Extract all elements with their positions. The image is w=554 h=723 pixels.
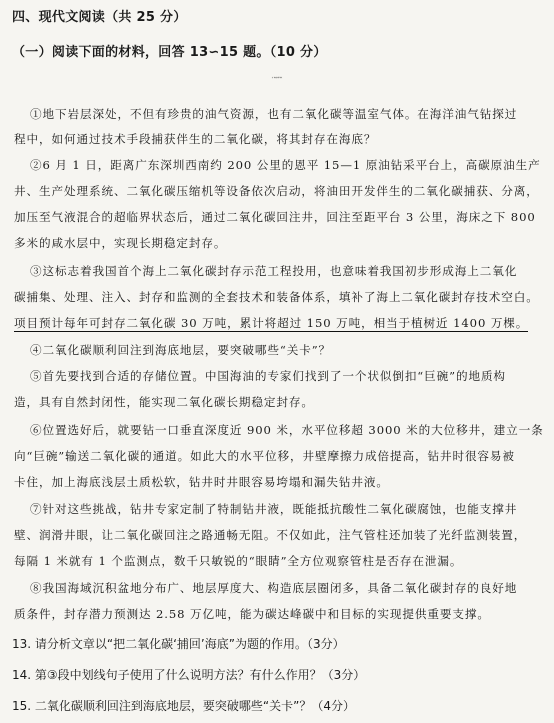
question-14: 14. 第③段中划线句子使用了什么说明方法？有什么作用？（3分） [12, 668, 366, 682]
paragraph-7-line-3: 每隔 1 米就有 1 个监测点，数千只敏锐的“眼睛”全方位观察管柱是否存在泄漏。 [14, 554, 463, 568]
paragraph-3-line-3 [14, 315, 528, 331]
paragraph-3-line-1: ③这标志着我国首个海上二氧化碳封存示范工程投用，也意味着我国初步形成海上二氧化 [30, 264, 518, 278]
paragraph-1-line-1: ①地下岩层深处，不但有珍贵的油气资源，也有二氧化碳等温室气体。在海洋油气钻探过 [30, 107, 518, 121]
paragraph-1-line-2: 程中，如何通过技术手段捕获伴生的二氧化碳，将其封存在海底？ [14, 132, 377, 146]
paragraph-2-line-2: 井、生产处理系统、二氧化碳压缩机等设备依次启动，将油田开发伴生的二氧化碳捕获、分离， [14, 184, 539, 198]
paragraph-3-line-2: 碳捕集、处理、注入、封存和监测的全套技术和装备体系，填补了海上二氧化碳封存技术空白。 [14, 290, 539, 304]
paragraph-6-line-3: 卡住，加上海底浅层土质松软，钻井时井眼容易垮塌和漏失钻井液。 [14, 475, 389, 489]
underlined-sentence: 项目预计每年可封存二氧化碳 30 万吨，累计将超过 150 万吨，相当于植树近 1400 万棵。 [14, 316, 529, 330]
paragraph-2-line-4: 多米的咸水层中，实现长期稳定封存。 [14, 236, 227, 250]
paragraph-7-line-2: 壁、润滑井眼，让二氧化碳回注之路通畅无阻。不仅如此，注气管柱还加装了光纤监测装置， [14, 528, 527, 542]
question-15: 15. 二氧化碳顺利回注到海底地层，要突破哪些“关卡”？（4分） [12, 699, 355, 713]
paragraph-2-line-3: 加压至气液混合的超临界状态后，通过二氧化碳回注井，回注至距平台 3 公里，海床之下 800 [14, 210, 536, 224]
paragraph-8-line-1: ⑧我国海域沉积盆地分布广、地层厚度大、构造底层圈闭多，具备二氧化碳封存的良好地 [30, 581, 518, 595]
paragraph-8-line-2: 质条件，封存潜力预测达 2.58 万亿吨，能为碳达峰碳中和目标的实现提供重要支撑。 [14, 607, 490, 621]
paragraph-7-line-1: ⑦针对这些挑战，钻井专家定制了特制钻井液，既能抵抗酸性二氧化碳腐蚀，也能支撑井 [30, 502, 518, 516]
paragraph-6-line-1: ⑥位置选好后，就要钻一口垂直深度近 900 米，水平位移超 3000 米的大位移井，建立一条 [30, 423, 544, 437]
paragraph-4-line-1: ④二氧化碳顺利回注到海底地层，要突破哪些“关卡”？ [30, 343, 332, 357]
sub-heading: （一）阅读下面的材料，回答 13∽15 题。（10 分） [12, 45, 327, 60]
article-title: 把二氧化碳“捕回”海底 [271, 78, 283, 79]
paragraph-2-line-1: ②6 月 1 日，距离广东深圳西南约 200 公里的恩平 15—1 原油钻采平台上，高碳原油生产 [30, 158, 541, 172]
paragraph-5-line-2: 造，具有自然封闭性，能实现二氧化碳长期稳定封存。 [14, 395, 314, 409]
paragraph-5-line-1: ⑤首先要找到合适的存储位置。中国海油的专家们找到了一个状似倒扣“巨碗”的地质构 [30, 369, 506, 383]
section-heading: 四、现代文阅读（共 25 分） [12, 10, 187, 25]
paragraph-6-line-2: 向“巨碗”输送二氧化碳的通道。如此大的水平位移，井壁摩擦力成倍提高，钻井时很容易被 [14, 449, 515, 463]
question-13: 13. 请分析文章以“把二氧化碳‘捕回’海底”为题的作用。（3分） [12, 637, 345, 651]
